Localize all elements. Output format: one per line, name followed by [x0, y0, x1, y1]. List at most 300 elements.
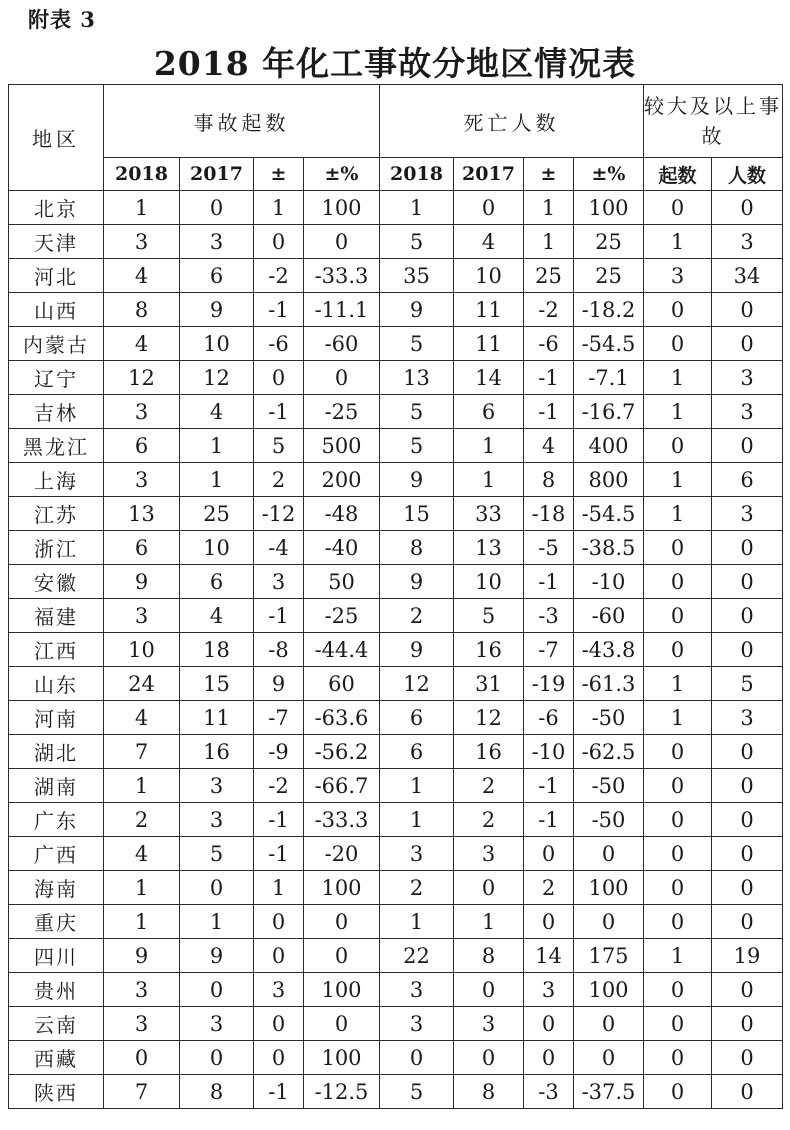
region-cell: 陕西	[9, 1075, 104, 1109]
deaths-2017-cell: 0	[454, 871, 524, 905]
accidents-diff-cell: -2	[254, 259, 304, 293]
deaths-2017-cell: 5	[454, 599, 524, 633]
region-cell: 江苏	[9, 497, 104, 531]
major-count-cell: 0	[644, 633, 712, 667]
deaths-2017-cell: 6	[454, 395, 524, 429]
accidents-2017-cell: 0	[180, 871, 254, 905]
table-row	[9, 497, 783, 531]
major-people-cell: 0	[712, 1075, 783, 1109]
table-body	[9, 191, 783, 1109]
deaths-diff-cell: -10	[524, 735, 574, 769]
major-people-cell: 0	[712, 293, 783, 327]
accidents-diff-pct-cell: -33.3	[304, 803, 380, 837]
deaths-diff-cell: -19	[524, 667, 574, 701]
accidents-2017-cell: 0	[180, 973, 254, 1007]
deaths-diff-cell: -1	[524, 769, 574, 803]
accidents-diff-cell: -12	[254, 497, 304, 531]
deaths-diff-cell: -7	[524, 633, 574, 667]
region-cell: 天津	[9, 225, 104, 259]
accidents-diff-cell: 0	[254, 225, 304, 259]
accidents-diff-cell: -2	[254, 769, 304, 803]
region-cell: 浙江	[9, 531, 104, 565]
accidents-2017-cell: 8	[180, 1075, 254, 1109]
major-people-cell: 0	[712, 837, 783, 871]
accidents-diff-pct-cell: -56.2	[304, 735, 380, 769]
deaths-2018-cell: 5	[380, 429, 454, 463]
deaths-2017-cell: 12	[454, 701, 524, 735]
major-people-cell: 0	[712, 871, 783, 905]
major-people-cell: 34	[712, 259, 783, 293]
accidents-diff-cell: 1	[254, 871, 304, 905]
deaths-diff-cell: -6	[524, 327, 574, 361]
region-cell: 安徽	[9, 565, 104, 599]
major-people-header: 人数	[712, 158, 783, 191]
accidents-2017-cell: 5	[180, 837, 254, 871]
accidents-2017-cell: 10	[180, 531, 254, 565]
accidents-2018-cell: 3	[104, 395, 180, 429]
region-cell: 黑龙江	[9, 429, 104, 463]
table-row	[9, 701, 783, 735]
deaths-2017-cell: 13	[454, 531, 524, 565]
deaths-diff-pct-cell: 100	[574, 973, 644, 1007]
deaths-2018-cell: 2	[380, 871, 454, 905]
accidents-diff-cell: 2	[254, 463, 304, 497]
accidents-diff-cell: 0	[254, 905, 304, 939]
accidents-2018-cell: 8	[104, 293, 180, 327]
accidents-2017-cell: 3	[180, 1007, 254, 1041]
region-cell: 江西	[9, 633, 104, 667]
deaths-diff-cell: 0	[524, 905, 574, 939]
accidents-diff-pct-cell: 0	[304, 905, 380, 939]
major-people-cell: 3	[712, 395, 783, 429]
deaths-2018-cell: 5	[380, 225, 454, 259]
table-row	[9, 973, 783, 1007]
deaths-2018-cell: 9	[380, 463, 454, 497]
accidents-2017-cell: 9	[180, 293, 254, 327]
major-people-cell: 3	[712, 497, 783, 531]
deaths-2018-cell: 1	[380, 803, 454, 837]
accidents-diff-cell: -1	[254, 837, 304, 871]
deaths-2017-cell: 10	[454, 259, 524, 293]
major-count-cell: 0	[644, 429, 712, 463]
accidents-2018-cell: 24	[104, 667, 180, 701]
accidents-2017-cell: 25	[180, 497, 254, 531]
deaths-diff-pct-cell: 25	[574, 225, 644, 259]
deaths-2017-cell: 0	[454, 191, 524, 225]
table-row	[9, 259, 783, 293]
major-count-cell: 0	[644, 837, 712, 871]
major-count-cell: 1	[644, 361, 712, 395]
accidents-diff-cell: 0	[254, 1041, 304, 1075]
table-row	[9, 361, 783, 395]
accidents-diff-pct-cell: -11.1	[304, 293, 380, 327]
major-count-cell: 1	[644, 939, 712, 973]
deaths-2018-cell: 5	[380, 327, 454, 361]
major-people-cell: 0	[712, 1041, 783, 1075]
deaths-2018-cell: 6	[380, 701, 454, 735]
deaths-2017-cell: 1	[454, 905, 524, 939]
major-count-cell: 0	[644, 973, 712, 1007]
table-row	[9, 395, 783, 429]
major-people-cell: 0	[712, 531, 783, 565]
major-people-cell: 5	[712, 667, 783, 701]
accidents-diff-pct-cell: 100	[304, 973, 380, 1007]
major-people-cell: 0	[712, 327, 783, 361]
accidents-2017-cell: 11	[180, 701, 254, 735]
major-people-cell: 0	[712, 599, 783, 633]
deaths-diff-pct-cell: 0	[574, 905, 644, 939]
accidents-diff-pct-cell: -25	[304, 395, 380, 429]
deaths-2017-cell: 10	[454, 565, 524, 599]
deaths-header: 死亡人数	[380, 85, 644, 158]
accidents-2018-cell: 4	[104, 837, 180, 871]
major-people-cell: 0	[712, 905, 783, 939]
deaths-2018-cell: 1	[380, 905, 454, 939]
accidents-diff-cell: 0	[254, 939, 304, 973]
deaths-diff-cell: 4	[524, 429, 574, 463]
deaths-diff-pct-cell: 400	[574, 429, 644, 463]
accidents-header: 事故起数	[104, 85, 380, 158]
accidents-diff-pct-cell: 100	[304, 191, 380, 225]
accidents-diff-cell: 9	[254, 667, 304, 701]
accidents-2018-cell: 4	[104, 259, 180, 293]
region-cell: 上海	[9, 463, 104, 497]
accidents-2017-cell: 1	[180, 905, 254, 939]
major-people-cell: 0	[712, 191, 783, 225]
major-count-cell: 0	[644, 1075, 712, 1109]
accidents-2018-cell: 4	[104, 701, 180, 735]
major-count-cell: 0	[644, 1041, 712, 1075]
deaths-2018-cell: 1	[380, 769, 454, 803]
table-row	[9, 837, 783, 871]
accidents-2018-cell: 1	[104, 191, 180, 225]
major-count-cell: 0	[644, 803, 712, 837]
accidents-diff-pct-cell: -20	[304, 837, 380, 871]
accidents-2018-cell: 7	[104, 735, 180, 769]
region-cell: 重庆	[9, 905, 104, 939]
deaths-diff-pct-cell: -50	[574, 701, 644, 735]
accidents-2017-cell: 18	[180, 633, 254, 667]
table-row	[9, 599, 783, 633]
table-row	[9, 1007, 783, 1041]
accidents-2018-cell: 6	[104, 531, 180, 565]
accidents-diff-pct-cell: -40	[304, 531, 380, 565]
deaths-diff-cell: -2	[524, 293, 574, 327]
table-row	[9, 463, 783, 497]
deaths-2017-cell: 31	[454, 667, 524, 701]
accidents-2018-cell: 3	[104, 463, 180, 497]
accidents-2018-cell: 1	[104, 905, 180, 939]
accidents-2017-cell: 10	[180, 327, 254, 361]
accidents-diff-pct-header: ±%	[304, 158, 380, 191]
accidents-2018-cell: 3	[104, 1007, 180, 1041]
deaths-diff-pct-cell: 0	[574, 1041, 644, 1075]
deaths-2017-header: 2017	[454, 158, 524, 191]
deaths-2017-cell: 8	[454, 939, 524, 973]
deaths-diff-cell: -1	[524, 803, 574, 837]
deaths-diff-pct-cell: -16.7	[574, 395, 644, 429]
deaths-diff-pct-cell: -62.5	[574, 735, 644, 769]
accidents-diff-pct-cell: 100	[304, 1041, 380, 1075]
deaths-diff-cell: 0	[524, 837, 574, 871]
major-count-cell: 0	[644, 599, 712, 633]
deaths-diff-pct-cell: -7.1	[574, 361, 644, 395]
deaths-2017-cell: 16	[454, 735, 524, 769]
table-row	[9, 735, 783, 769]
accidents-2017-cell: 0	[180, 191, 254, 225]
accidents-diff-cell: -1	[254, 1075, 304, 1109]
deaths-diff-pct-cell: -54.5	[574, 497, 644, 531]
accidents-diff-pct-cell: -60	[304, 327, 380, 361]
table-row	[9, 565, 783, 599]
accidents-diff-pct-cell: 100	[304, 871, 380, 905]
region-cell: 广东	[9, 803, 104, 837]
deaths-diff-cell: -1	[524, 565, 574, 599]
accidents-2018-cell: 2	[104, 803, 180, 837]
deaths-2018-cell: 35	[380, 259, 454, 293]
accidents-2017-cell: 3	[180, 225, 254, 259]
deaths-2017-cell: 3	[454, 837, 524, 871]
major-people-cell: 3	[712, 701, 783, 735]
region-cell: 辽宁	[9, 361, 104, 395]
accidents-2018-cell: 9	[104, 939, 180, 973]
accidents-diff-pct-cell: 500	[304, 429, 380, 463]
accidents-2018-header: 2018	[104, 158, 180, 191]
major-people-cell: 0	[712, 565, 783, 599]
deaths-2017-cell: 2	[454, 803, 524, 837]
accidents-diff-pct-cell: -33.3	[304, 259, 380, 293]
accidents-diff-cell: 5	[254, 429, 304, 463]
table-row	[9, 939, 783, 973]
major-people-cell: 0	[712, 973, 783, 1007]
accidents-2018-cell: 10	[104, 633, 180, 667]
deaths-diff-pct-cell: -50	[574, 803, 644, 837]
major-people-cell: 0	[712, 1007, 783, 1041]
major-people-cell: 3	[712, 361, 783, 395]
table-row	[9, 1075, 783, 1109]
deaths-diff-cell: -18	[524, 497, 574, 531]
region-cell: 吉林	[9, 395, 104, 429]
major-count-cell: 1	[644, 667, 712, 701]
accidents-diff-pct-cell: -63.6	[304, 701, 380, 735]
deaths-diff-cell: -6	[524, 701, 574, 735]
accidents-diff-cell: 0	[254, 361, 304, 395]
deaths-2017-cell: 1	[454, 463, 524, 497]
region-cell: 河北	[9, 259, 104, 293]
accidents-2017-cell: 6	[180, 259, 254, 293]
deaths-2018-header: 2018	[380, 158, 454, 191]
major-count-cell: 0	[644, 871, 712, 905]
region-cell: 西藏	[9, 1041, 104, 1075]
accidents-diff-pct-cell: -66.7	[304, 769, 380, 803]
deaths-diff-cell: 3	[524, 973, 574, 1007]
deaths-diff-cell: -3	[524, 599, 574, 633]
table-row	[9, 871, 783, 905]
deaths-2017-cell: 2	[454, 769, 524, 803]
accidents-diff-cell: 0	[254, 1007, 304, 1041]
table-row	[9, 429, 783, 463]
accidents-diff-pct-cell: 200	[304, 463, 380, 497]
deaths-diff-cell: 8	[524, 463, 574, 497]
region-cell: 山东	[9, 667, 104, 701]
accidents-2018-cell: 13	[104, 497, 180, 531]
deaths-2018-cell: 9	[380, 565, 454, 599]
deaths-2018-cell: 15	[380, 497, 454, 531]
major-people-cell: 0	[712, 769, 783, 803]
region-cell: 海南	[9, 871, 104, 905]
accidents-2018-cell: 9	[104, 565, 180, 599]
table-row	[9, 531, 783, 565]
deaths-diff-pct-cell: -43.8	[574, 633, 644, 667]
accidents-2017-cell: 4	[180, 395, 254, 429]
major-people-cell: 0	[712, 633, 783, 667]
accidents-diff-cell: -1	[254, 803, 304, 837]
accidents-diff-pct-cell: -12.5	[304, 1075, 380, 1109]
major-count-cell: 0	[644, 191, 712, 225]
deaths-diff-cell: 0	[524, 1041, 574, 1075]
accidents-2018-cell: 1	[104, 769, 180, 803]
accidents-2017-cell: 16	[180, 735, 254, 769]
accidents-2018-cell: 4	[104, 327, 180, 361]
table-row	[9, 327, 783, 361]
deaths-2018-cell: 9	[380, 633, 454, 667]
major-count-cell: 1	[644, 497, 712, 531]
major-count-cell: 0	[644, 327, 712, 361]
deaths-2017-cell: 11	[454, 327, 524, 361]
accidents-2017-cell: 15	[180, 667, 254, 701]
accidents-diff-cell: -1	[254, 293, 304, 327]
deaths-2017-cell: 3	[454, 1007, 524, 1041]
accidents-2017-cell: 3	[180, 769, 254, 803]
accidents-diff-pct-cell: -44.4	[304, 633, 380, 667]
accidents-diff-cell: -4	[254, 531, 304, 565]
accidents-diff-pct-cell: 0	[304, 939, 380, 973]
deaths-2018-cell: 2	[380, 599, 454, 633]
region-cell: 广西	[9, 837, 104, 871]
deaths-diff-pct-cell: -10	[574, 565, 644, 599]
accidents-2018-cell: 1	[104, 871, 180, 905]
major-count-cell: 0	[644, 1007, 712, 1041]
region-cell: 北京	[9, 191, 104, 225]
deaths-diff-cell: -5	[524, 531, 574, 565]
table-row	[9, 1041, 783, 1075]
deaths-2018-cell: 3	[380, 973, 454, 1007]
deaths-2018-cell: 22	[380, 939, 454, 973]
accidents-diff-cell: -9	[254, 735, 304, 769]
deaths-2018-cell: 3	[380, 1007, 454, 1041]
major-people-cell: 0	[712, 803, 783, 837]
deaths-diff-cell: -3	[524, 1075, 574, 1109]
deaths-2017-cell: 11	[454, 293, 524, 327]
table-row	[9, 633, 783, 667]
deaths-2018-cell: 5	[380, 1075, 454, 1109]
accidents-2017-cell: 9	[180, 939, 254, 973]
table-row	[9, 803, 783, 837]
accidents-diff-pct-cell: -48	[304, 497, 380, 531]
deaths-diff-header: ±	[524, 158, 574, 191]
region-cell: 贵州	[9, 973, 104, 1007]
deaths-2017-cell: 0	[454, 1041, 524, 1075]
deaths-diff-cell: -1	[524, 395, 574, 429]
accidents-diff-cell: -1	[254, 599, 304, 633]
accidents-diff-cell: -1	[254, 395, 304, 429]
deaths-diff-pct-cell: -38.5	[574, 531, 644, 565]
deaths-diff-pct-cell: 0	[574, 1007, 644, 1041]
accidents-diff-cell: -8	[254, 633, 304, 667]
major-count-cell: 0	[644, 293, 712, 327]
major-count-cell: 1	[644, 701, 712, 735]
deaths-2018-cell: 3	[380, 837, 454, 871]
accidents-2018-cell: 3	[104, 599, 180, 633]
accidents-diff-pct-cell: 50	[304, 565, 380, 599]
deaths-2017-cell: 8	[454, 1075, 524, 1109]
deaths-diff-pct-cell: 25	[574, 259, 644, 293]
accidents-2018-cell: 3	[104, 973, 180, 1007]
deaths-diff-pct-cell: -61.3	[574, 667, 644, 701]
deaths-diff-pct-cell: 0	[574, 837, 644, 871]
deaths-diff-pct-cell: -54.5	[574, 327, 644, 361]
deaths-2018-cell: 8	[380, 531, 454, 565]
accidents-2018-cell: 7	[104, 1075, 180, 1109]
accidents-2017-cell: 4	[180, 599, 254, 633]
region-cell: 云南	[9, 1007, 104, 1041]
accidents-2018-cell: 12	[104, 361, 180, 395]
major-count-cell: 0	[644, 565, 712, 599]
accidents-diff-cell: 1	[254, 191, 304, 225]
deaths-diff-cell: 25	[524, 259, 574, 293]
major-count-cell: 3	[644, 259, 712, 293]
deaths-diff-pct-cell: -18.2	[574, 293, 644, 327]
accidents-diff-pct-cell: 0	[304, 1007, 380, 1041]
accidents-2017-cell: 1	[180, 463, 254, 497]
major-people-cell: 6	[712, 463, 783, 497]
accidents-2018-cell: 0	[104, 1041, 180, 1075]
major-count-cell: 1	[644, 395, 712, 429]
major-count-cell: 0	[644, 735, 712, 769]
table-row	[9, 225, 783, 259]
accidents-2017-cell: 12	[180, 361, 254, 395]
accidents-2017-cell: 0	[180, 1041, 254, 1075]
appendix-label: 附表 3	[28, 7, 96, 32]
table-row	[9, 667, 783, 701]
deaths-diff-pct-cell: 800	[574, 463, 644, 497]
region-cell: 湖北	[9, 735, 104, 769]
major-count-cell: 0	[644, 905, 712, 939]
table-title: 2018 年化工事故分地区情况表	[153, 44, 637, 83]
deaths-2017-cell: 14	[454, 361, 524, 395]
deaths-diff-cell: 2	[524, 871, 574, 905]
accidents-2018-cell: 6	[104, 429, 180, 463]
deaths-2018-cell: 0	[380, 1041, 454, 1075]
deaths-2018-cell: 1	[380, 191, 454, 225]
deaths-2018-cell: 13	[380, 361, 454, 395]
deaths-diff-cell: 1	[524, 191, 574, 225]
deaths-2017-cell: 4	[454, 225, 524, 259]
deaths-2017-cell: 1	[454, 429, 524, 463]
deaths-diff-cell: 0	[524, 1007, 574, 1041]
major-count-header: 起数	[644, 158, 712, 191]
accidents-2017-cell: 1	[180, 429, 254, 463]
region-cell: 山西	[9, 293, 104, 327]
region-cell: 四川	[9, 939, 104, 973]
deaths-2017-cell: 33	[454, 497, 524, 531]
major-people-cell: 0	[712, 429, 783, 463]
major-count-cell: 0	[644, 769, 712, 803]
accidents-2017-header: 2017	[180, 158, 254, 191]
accidents-diff-pct-cell: 0	[304, 225, 380, 259]
deaths-2018-cell: 6	[380, 735, 454, 769]
accidents-diff-header: ±	[254, 158, 304, 191]
